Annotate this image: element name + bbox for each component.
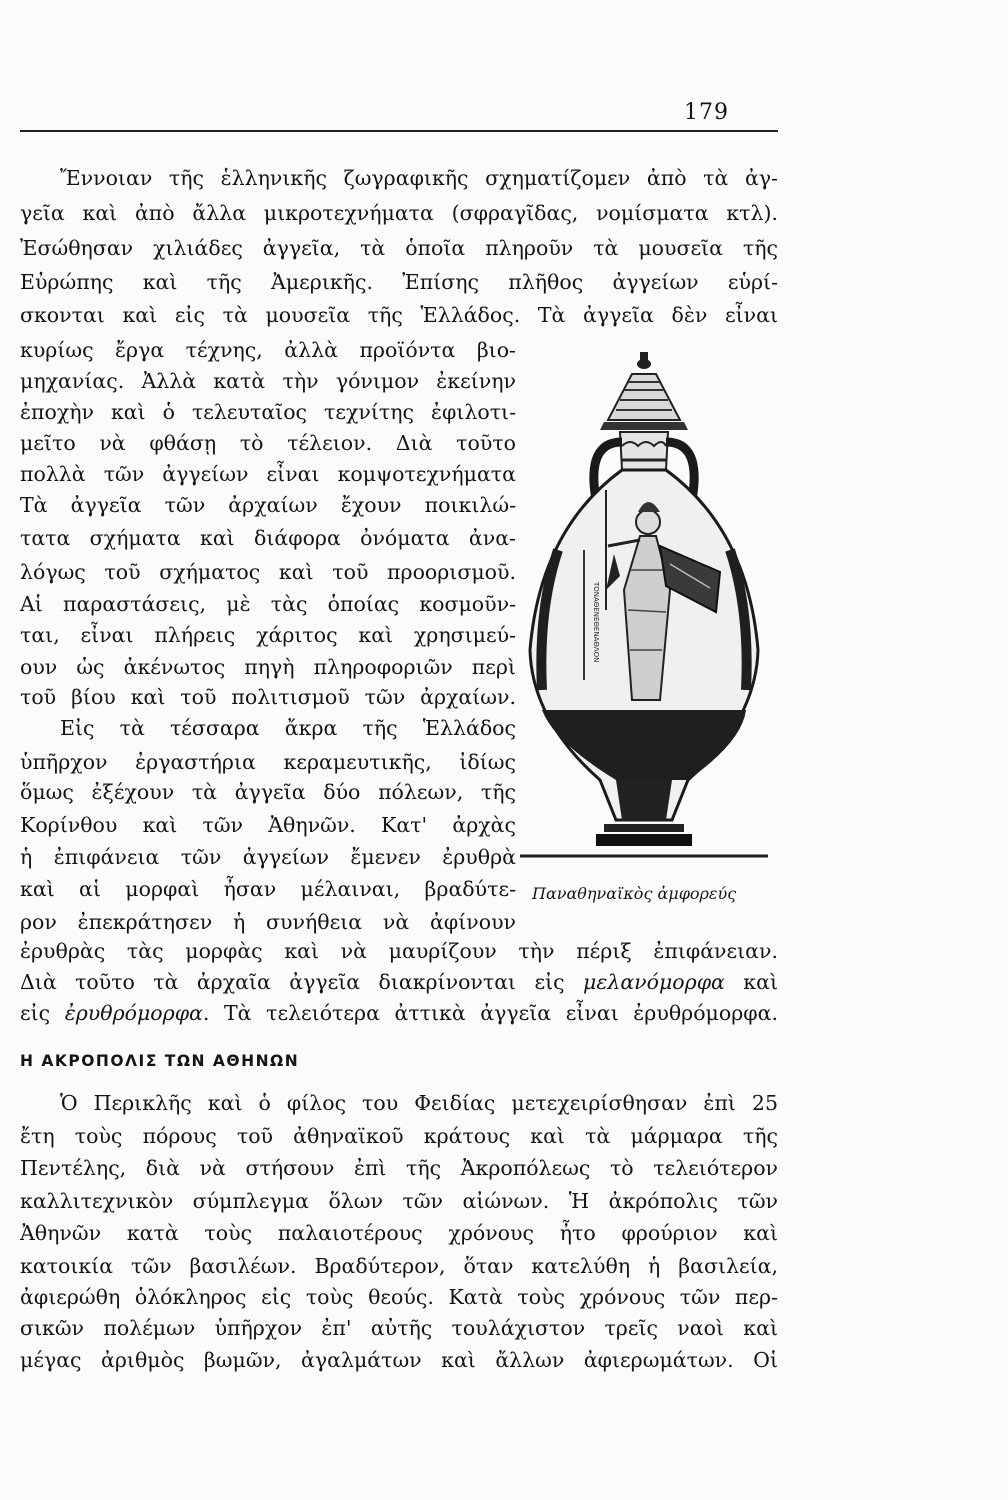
body-line: καλλιτεχνικὸν σύμπλεγμα ὅλων τῶν αἰώνων. Ἡ ἀκρόπολις τῶν bbox=[20, 1189, 778, 1213]
body-line: Ὁ Περικλῆς καὶ ὁ φίλος του Φειδίας μετεχειρίσθησαν ἐπὶ 25 bbox=[60, 1091, 778, 1115]
body-line: Αἱ παραστάσεις, μὲ τὰς ὁποίας κοσμοῦν- bbox=[20, 592, 516, 616]
figure-caption: Παναθηναϊκὸς ἀμφορεύς bbox=[532, 884, 737, 903]
body-line: Εἰς τὰ τέσσαρα ἄκρα τῆς Ἑλλάδος bbox=[60, 716, 516, 740]
term-erythromorfa: ἐρυθρόμορφα bbox=[64, 1001, 203, 1025]
term-melanomorfa: μελανόμορφα bbox=[583, 970, 725, 994]
body-line: μηχανίας. Ἀλλὰ κατὰ τὴν γόνιμον ἐκείνην bbox=[20, 369, 516, 393]
body-line: ται, εἶναι πλήρεις χάριτος καὶ χρησιμεύ- bbox=[20, 623, 516, 647]
amphora-figure bbox=[520, 350, 778, 870]
body-text: εἰς bbox=[20, 1001, 51, 1025]
body-line: Κορίνθου καὶ τῶν Ἀθηνῶν. Κατ' ἀρχὰς bbox=[20, 813, 516, 837]
body-line: Ἔννοιαν τῆς ἑλληνικῆς ζωγραφικῆς σχηματίζομεν ἀπὸ τὰ ἀγ- bbox=[60, 166, 778, 190]
body-line: ὑπῆρχον ἐργαστήρια κεραμευτικῆς, ἰδίως bbox=[20, 750, 516, 774]
body-line: ἡ ἐπιφάνεια τῶν ἀγγείων ἔμενεν ἐρυθρὰ bbox=[20, 845, 516, 869]
body-line bbox=[20, 998, 778, 1028]
body-line: Τὰ ἀγγεῖα τῶν ἀρχαίων ἔχουν ποικιλώ- bbox=[20, 493, 516, 517]
body-line: πολλὰ τῶν ἀγγείων εἶναι κομψοτεχνήματα bbox=[20, 462, 516, 486]
body-line: μέγας ἀριθμὸς βωμῶν, ἀγαλμάτων καὶ ἄλλων ἀφιερωμάτων. Οἱ bbox=[20, 1348, 778, 1372]
page-number: 179 bbox=[684, 100, 729, 125]
body-line: ἐποχὴν καὶ ὁ τελευταῖος τεχνίτης ἐφιλοτι- bbox=[20, 400, 516, 424]
body-line: ἀφιερώθη ὁλόκληρος εἰς τοὺς θεούς. Κατὰ τοὺς χρόνους τῶν περ- bbox=[20, 1285, 778, 1309]
body-line: καὶ αἱ μορφαὶ ἦσαν μέλαιναι, βραδύτε- bbox=[20, 877, 516, 901]
body-line: ἔτη τοὺς πόρους τοῦ ἀθηναϊκοῦ κράτους καὶ τὰ μάρμαρα τῆς bbox=[20, 1124, 778, 1148]
body-line: τοῦ βίου καὶ τοῦ πολιτισμοῦ τῶν ἀρχαίων. bbox=[20, 685, 516, 709]
body-line: σκονται καὶ εἰς τὰ μουσεῖα τῆς Ἑλλάδος. Τὰ ἀγγεῖα δὲν εἶναι bbox=[20, 303, 778, 327]
body-line: Ἐσώθησαν χιλιάδες ἀγγεῖα, τὰ ὁποῖα πληροῦν τὰ μουσεῖα τῆς bbox=[20, 236, 778, 260]
section-heading: Η ΑΚΡΟΠΟΛΙΣ ΤΩΝ ΑΘΗΝΩΝ bbox=[20, 1052, 300, 1070]
body-line: μεῖτο νὰ φθάσῃ τὸ τέλειον. Διὰ τοῦτο bbox=[20, 431, 516, 455]
body-line: Πεντέλης, διὰ νὰ στήσουν ἐπὶ τῆς Ἀκροπόλεως τὸ τελειότερον bbox=[20, 1156, 778, 1180]
body-text: καὶ bbox=[743, 970, 778, 994]
body-line: λόγως τοῦ σχήματος καὶ τοῦ προορισμοῦ. bbox=[20, 560, 516, 584]
header-rule bbox=[20, 130, 778, 132]
body-line: Ἀθηνῶν κατὰ τοὺς παλαιοτέρους χρόνους ἦτο φρούριον καὶ bbox=[20, 1221, 778, 1245]
body-line bbox=[20, 967, 778, 997]
body-line: γεῖα καὶ ἀπὸ ἄλλα μικροτεχνήματα (σφραγῖδας, νομίσματα κτλ). bbox=[20, 201, 778, 225]
amphora-illustration bbox=[520, 350, 778, 870]
body-line: ουν ὡς ἀκένωτος πηγὴ πληροφοριῶν περὶ bbox=[20, 655, 516, 679]
body-text: Διὰ τοῦτο τὰ ἀρχαῖα ἀγγεῖα διακρίνονται εἰς bbox=[20, 970, 565, 994]
body-line: σικῶν πολέμων ὑπῆρχον ἐπ' αὐτῆς τουλάχιστον τρεῖς ναοὶ καὶ bbox=[20, 1316, 778, 1340]
vase-inscription: ΤΟΝΑΘΕΝΕΘΕΝΑΘΛΟΝ bbox=[592, 582, 600, 663]
body-line: ὅμως ἐξέχουν τὰ ἀγγεῖα δύο πόλεων, τῆς bbox=[20, 780, 516, 804]
body-text: . Τὰ τελειότερα ἀττικὰ ἀγγεῖα εἶναι ἐρυθρόμορφα. bbox=[202, 1001, 778, 1025]
body-line: κατοικία τῶν βασιλέων. Βραδύτερον, ὅταν κατελύθη ἡ βασιλεία, bbox=[20, 1254, 778, 1278]
body-line: ρον ἐπεκράτησεν ἡ συνήθεια νὰ ἀφίνουν bbox=[20, 910, 516, 934]
body-line: τατα σχήματα καὶ διάφορα ὀνόματα ἀνα- bbox=[20, 526, 516, 550]
body-line: ἐρυθρὰς τὰς μορφὰς καὶ νὰ μαυρίζουν τὴν πέριξ ἐπιφάνειαν. bbox=[20, 939, 778, 963]
body-line: Εὐρώπης καὶ τῆς Ἀμερικῆς. Ἐπίσης πλῆθος ἀγγείων εὑρί- bbox=[20, 270, 778, 294]
body-line: κυρίως ἔργα τέχνης, ἀλλὰ προϊόντα βιο- bbox=[20, 338, 516, 362]
